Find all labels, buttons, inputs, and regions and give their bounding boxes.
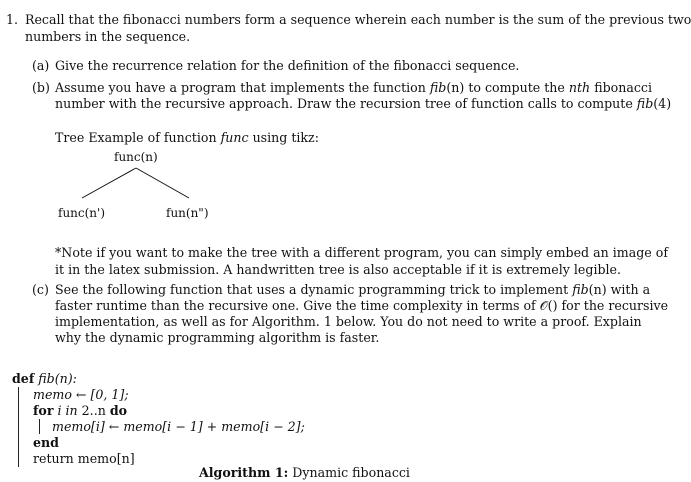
- tree-root-node: func(n): [114, 150, 158, 164]
- part-b-line1-post: fibonacci: [594, 80, 653, 95]
- algo-init-line: memo ← [0, 1];: [33, 387, 129, 402]
- algo-for-var: i: [57, 403, 62, 418]
- part-b-nth: nth: [568, 80, 591, 95]
- tree-right-child: fun(n"): [166, 206, 209, 220]
- part-b-line1-mid: to compute the: [468, 80, 565, 95]
- algo-end-keyword: end: [33, 435, 59, 450]
- part-c-line3: implementation, as well as for Algorithm. 1 below. You do not need to write a proof. Explain: [55, 314, 642, 329]
- tree-caption-pre: Tree Example of function: [55, 130, 217, 145]
- tree-left-child: func(n'): [58, 206, 106, 220]
- part-b-fib4-fn: fib: [636, 96, 654, 111]
- note-line1: *Note if you want to make the tree with a different program, you can simply embed an image of: [55, 245, 668, 260]
- problem-intro-line1: Recall that the fibonacci numbers form a sequence wherein each number is the sum of the previous two: [25, 12, 691, 27]
- algo-caption-text: Dynamic fibonacci: [292, 465, 410, 480]
- part-c-line4: why the dynamic programming algorithm is faster.: [55, 330, 380, 345]
- part-b-line1-pre: Assume you have a program that implements the function: [55, 80, 426, 95]
- algo-do-keyword: do: [109, 403, 128, 418]
- part-a-label: (a): [32, 58, 50, 73]
- part-b-fib-arg: (n): [446, 80, 465, 95]
- part-c-line1-post: with a: [610, 282, 651, 297]
- algo-for-range: 2..n: [81, 403, 106, 418]
- note-line2: it in the latex submission. A handwritten tree is also acceptable if it is extremely legible.: [55, 262, 622, 277]
- part-c-label: (c): [32, 282, 49, 297]
- tree-caption-fn: func: [220, 130, 249, 145]
- algo-def-keyword: def: [12, 371, 35, 386]
- algo-caption: [199, 465, 410, 481]
- algo-for-line: [33, 403, 127, 419]
- part-b-fib-fn: fib: [429, 80, 447, 95]
- tree-caption-post: using tikz:: [252, 130, 319, 145]
- algo-for-scope-bar: [39, 419, 40, 434]
- tree-edge-left: [82, 168, 136, 198]
- part-b-label: (b): [32, 80, 50, 95]
- algo-body-line: memo[i] ← memo[i − 1] + memo[i − 2];: [52, 419, 305, 434]
- algo-for-keyword: for: [33, 403, 54, 418]
- algo-for-in: in: [65, 403, 78, 418]
- algo-def-line: [12, 371, 77, 387]
- part-c-line1: [55, 282, 650, 298]
- algo-caption-label: Algorithm 1:: [199, 465, 289, 480]
- part-a-text: Give the recurrence relation for the definition of the fibonacci sequence.: [55, 58, 520, 73]
- algo-def-scope-bar: [18, 387, 19, 467]
- part-c-line2: faster runtime than the recursive one. Give the time complexity in terms of 𝒪() for the recursive: [55, 298, 669, 313]
- part-b-line2-pre: number with the recursive approach. Draw the recursion tree of function calls to compute: [55, 96, 633, 111]
- algo-def-signature: fib(n):: [38, 371, 77, 386]
- tree-edge-right: [136, 168, 189, 198]
- part-c-fib-fn: fib: [572, 282, 589, 297]
- part-c-line1-pre: See the following function that uses a dynamic programming trick to implement: [55, 282, 569, 297]
- algo-return-line: return memo[n]: [33, 451, 135, 466]
- problem-number: 1.: [6, 12, 19, 27]
- part-b-fib4-arg: (4): [653, 96, 672, 111]
- part-c-fib-arg: (n): [588, 282, 607, 297]
- problem-intro-line2: numbers in the sequence.: [25, 29, 191, 44]
